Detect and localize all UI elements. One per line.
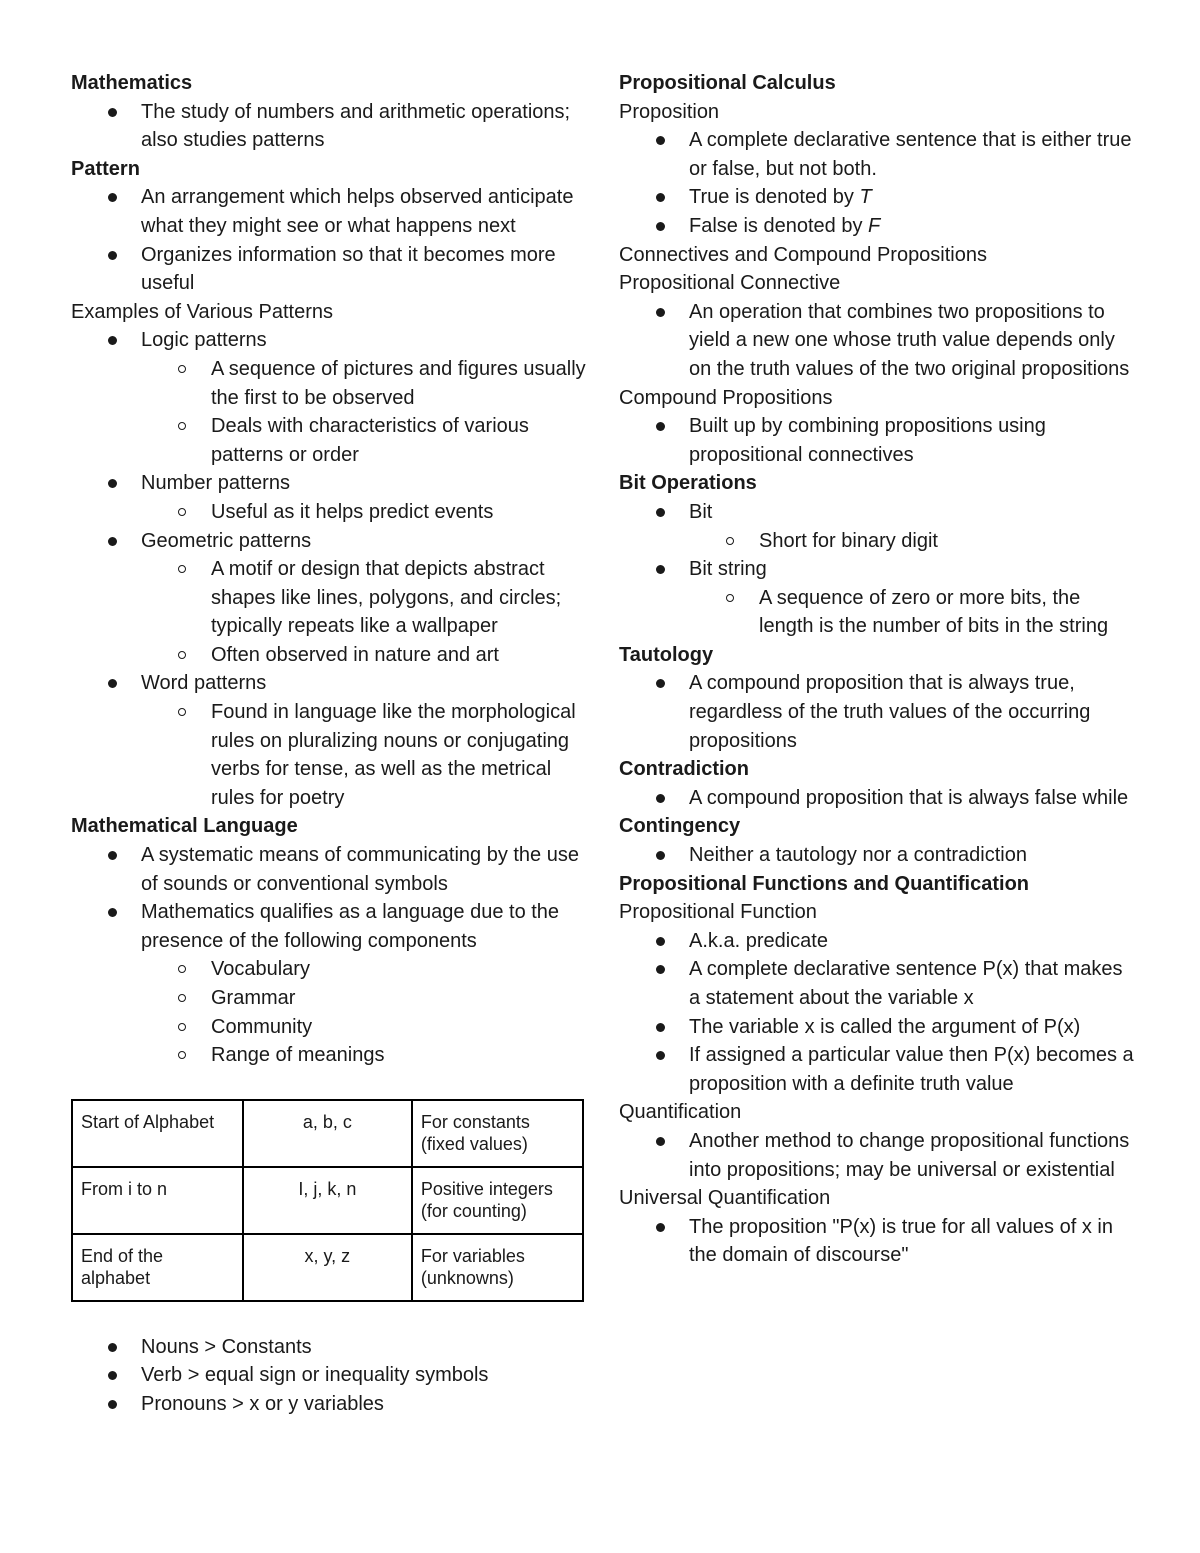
- bullet-icon: [656, 679, 665, 688]
- heading-compound-propositions: Compound Propositions: [619, 386, 833, 409]
- sub-list-item: Vocabulary: [141, 955, 586, 984]
- table-cell: From i to n: [72, 1167, 243, 1234]
- bullet-icon: [656, 222, 665, 231]
- heading-proposition: Proposition: [619, 100, 720, 123]
- heading-pattern: Pattern: [71, 157, 140, 180]
- contradiction-list: [619, 784, 1139, 813]
- list-item: Organizes information so that it becomes more useful: [71, 241, 586, 298]
- list-item: Bit Short for binary digit: [619, 498, 1139, 555]
- bullet-icon: [656, 794, 665, 803]
- bullet-icon: [108, 479, 117, 488]
- bullet-icon: [656, 1137, 665, 1146]
- list-item: Mathematics qualifies as a language due to the presence of the following components Vocabulary Grammar Community Range of meanings: [71, 898, 586, 1070]
- heading-contradiction: Contradiction: [619, 758, 749, 781]
- list-item: A complete declarative sentence that is either true or false, but not both.: [619, 126, 1139, 183]
- tautology-list: [619, 669, 1139, 755]
- heading-propositional-function: Propositional Function: [619, 901, 817, 924]
- list-item: A.k.a. predicate: [619, 927, 1139, 956]
- mathematics-list: [71, 98, 586, 155]
- list-item: Logic patterns A sequence of pictures and figures usually the first to be observed Deals with characteristics of various patterns or order: [71, 326, 586, 469]
- examples-list: [71, 326, 586, 812]
- table-row: [72, 1100, 583, 1167]
- list-item: The study of numbers and arithmetic operations; also studies patterns: [71, 98, 586, 155]
- heading-examples: Examples of Various Patterns: [71, 300, 333, 323]
- bullet-icon: [656, 565, 665, 574]
- list-item: Word patterns Found in language like the morphological rules on pluralizing nouns or conjugating verbs for tense, as well as the metrical rules for poetry: [71, 669, 586, 812]
- bullet-icon: [108, 108, 117, 117]
- hollow-bullet-icon: [726, 594, 734, 602]
- sub-list-item: A sequence of zero or more bits, the length is the number of bits in the string: [689, 584, 1139, 641]
- alphabet-table: [71, 1099, 584, 1302]
- list-item: False is denoted by F: [619, 212, 1139, 241]
- sub-list-item: Grammar: [141, 984, 586, 1013]
- right-column: [619, 69, 1139, 1270]
- heading-propositional-calculus: Propositional Calculus: [619, 72, 836, 94]
- function-list: [619, 927, 1139, 1099]
- hollow-bullet-icon: [726, 537, 734, 545]
- list-item: Bit string A sequence of zero or more bits, the length is the number of bits in the string: [619, 555, 1139, 641]
- table-cell: I, j, k, n: [243, 1167, 412, 1234]
- heading-mathematics: Mathematics: [71, 72, 193, 94]
- bit-list: [619, 498, 1139, 641]
- bullet-icon: [108, 1400, 117, 1409]
- heading-quantification: Quantification: [619, 1101, 742, 1124]
- list-item: Another method to change propositional functions into propositions; may be universal or existential: [619, 1127, 1139, 1184]
- table-cell: End of the alphabet: [72, 1234, 243, 1301]
- hollow-bullet-icon: [178, 422, 186, 430]
- bullet-icon: [108, 1371, 117, 1380]
- bullet-icon: [656, 422, 665, 431]
- bullet-icon: [108, 1343, 117, 1352]
- contingency-list: [619, 841, 1139, 870]
- bullet-icon: [108, 908, 117, 917]
- bullet-icon: [656, 308, 665, 317]
- language-mapping-list: [71, 1333, 586, 1419]
- sub-list-item: Deals with characteristics of various patterns or order: [141, 412, 586, 469]
- table-cell: a, b, c: [243, 1100, 412, 1167]
- list-item: Verb > equal sign or inequality symbols: [71, 1361, 586, 1390]
- bullet-icon: [108, 251, 117, 260]
- universal-list: [619, 1213, 1139, 1270]
- list-item: An operation that combines two propositions to yield a new one whose truth value depends only on the truth values of the two original propositions: [619, 298, 1139, 384]
- bullet-icon: [108, 679, 117, 688]
- bullet-icon: [656, 136, 665, 145]
- sub-list-item: A sequence of pictures and figures usually the first to be observed: [141, 355, 586, 412]
- table-cell: Positive integers (for counting): [412, 1167, 583, 1234]
- hollow-bullet-icon: [178, 994, 186, 1002]
- bullet-icon: [656, 1023, 665, 1032]
- bullet-icon: [108, 851, 117, 860]
- bullet-icon: [656, 1051, 665, 1060]
- table-cell: For constants (fixed values): [412, 1100, 583, 1167]
- quantification-list: [619, 1127, 1139, 1184]
- list-item: The variable x is called the argument of P(x): [619, 1013, 1139, 1042]
- hollow-bullet-icon: [178, 365, 186, 373]
- table-row: [72, 1167, 583, 1234]
- table-cell: Start of Alphabet: [72, 1100, 243, 1167]
- compound-list: [619, 412, 1139, 469]
- bullet-icon: [656, 1223, 665, 1232]
- sub-list-item: Short for binary digit: [689, 527, 1139, 556]
- list-item: Geometric patterns A motif or design that depicts abstract shapes like lines, polygons, and circles; typically repeats like a wallpaper Often observed in nature and art: [71, 527, 586, 670]
- sub-list-item: Useful as it helps predict events: [141, 498, 586, 527]
- list-item: A complete declarative sentence P(x) that makes a statement about the variable x: [619, 955, 1139, 1012]
- hollow-bullet-icon: [178, 651, 186, 659]
- list-item: An arrangement which helps observed anticipate what they might see or what happens next: [71, 183, 586, 240]
- proposition-list: [619, 126, 1139, 240]
- bullet-icon: [656, 965, 665, 974]
- heading-universal-quantification: Universal Quantification: [619, 1187, 831, 1210]
- heading-connectives: Connectives and Compound Propositions: [619, 243, 987, 266]
- hollow-bullet-icon: [178, 1023, 186, 1031]
- table-cell: For variables (unknowns): [412, 1234, 583, 1301]
- bullet-icon: [656, 508, 665, 517]
- heading-propositional-connective: Propositional Connective: [619, 272, 841, 295]
- hollow-bullet-icon: [178, 565, 186, 573]
- bullet-icon: [656, 937, 665, 946]
- hollow-bullet-icon: [178, 708, 186, 716]
- list-item: Number patterns Useful as it helps predict events: [71, 469, 586, 526]
- sub-list-item: A motif or design that depicts abstract shapes like lines, polygons, and circles; typically repeats like a wallpaper: [141, 555, 586, 641]
- bullet-icon: [108, 336, 117, 345]
- bullet-icon: [108, 537, 117, 546]
- heading-propositional-functions: Propositional Functions and Quantification: [619, 872, 1029, 895]
- hollow-bullet-icon: [178, 1051, 186, 1059]
- list-item: True is denoted by T: [619, 183, 1139, 212]
- sub-list-item: Often observed in nature and art: [141, 641, 586, 670]
- sub-list-item: Range of meanings: [141, 1041, 586, 1070]
- heading-bit-operations: Bit Operations: [619, 472, 757, 495]
- list-item: A compound proposition that is always true, regardless of the truth values of the occurring propositions: [619, 669, 1139, 755]
- list-item: A systematic means of communicating by the use of sounds or conventional symbols: [71, 841, 586, 898]
- pattern-list: [71, 183, 586, 297]
- heading-contingency: Contingency: [619, 815, 741, 838]
- list-item: Nouns > Constants: [71, 1333, 586, 1362]
- language-list: [71, 841, 586, 1070]
- list-item: The proposition "P(x) is true for all values of x in the domain of discourse": [619, 1213, 1139, 1270]
- bullet-icon: [656, 193, 665, 202]
- bullet-icon: [656, 851, 665, 860]
- heading-mathematical-language: Mathematical Language: [71, 815, 298, 838]
- list-item: Pronouns > x or y variables: [71, 1390, 586, 1419]
- list-item: A compound proposition that is always false while: [619, 784, 1139, 813]
- list-item: Built up by combining propositions using propositional connectives: [619, 412, 1139, 469]
- table-row: [72, 1234, 583, 1301]
- hollow-bullet-icon: [178, 508, 186, 516]
- list-item: Neither a tautology nor a contradiction: [619, 841, 1139, 870]
- table-cell: x, y, z: [243, 1234, 412, 1301]
- heading-tautology: Tautology: [619, 643, 714, 666]
- bullet-icon: [108, 193, 117, 202]
- connective-list: [619, 298, 1139, 384]
- left-column: [71, 69, 586, 1419]
- hollow-bullet-icon: [178, 965, 186, 973]
- sub-list-item: Found in language like the morphological rules on pluralizing nouns or conjugating verbs for tense, as well as the metrical rules for poetry: [141, 698, 586, 812]
- sub-list-item: Community: [141, 1013, 586, 1042]
- list-item: If assigned a particular value then P(x) becomes a proposition with a definite truth value: [619, 1041, 1139, 1098]
